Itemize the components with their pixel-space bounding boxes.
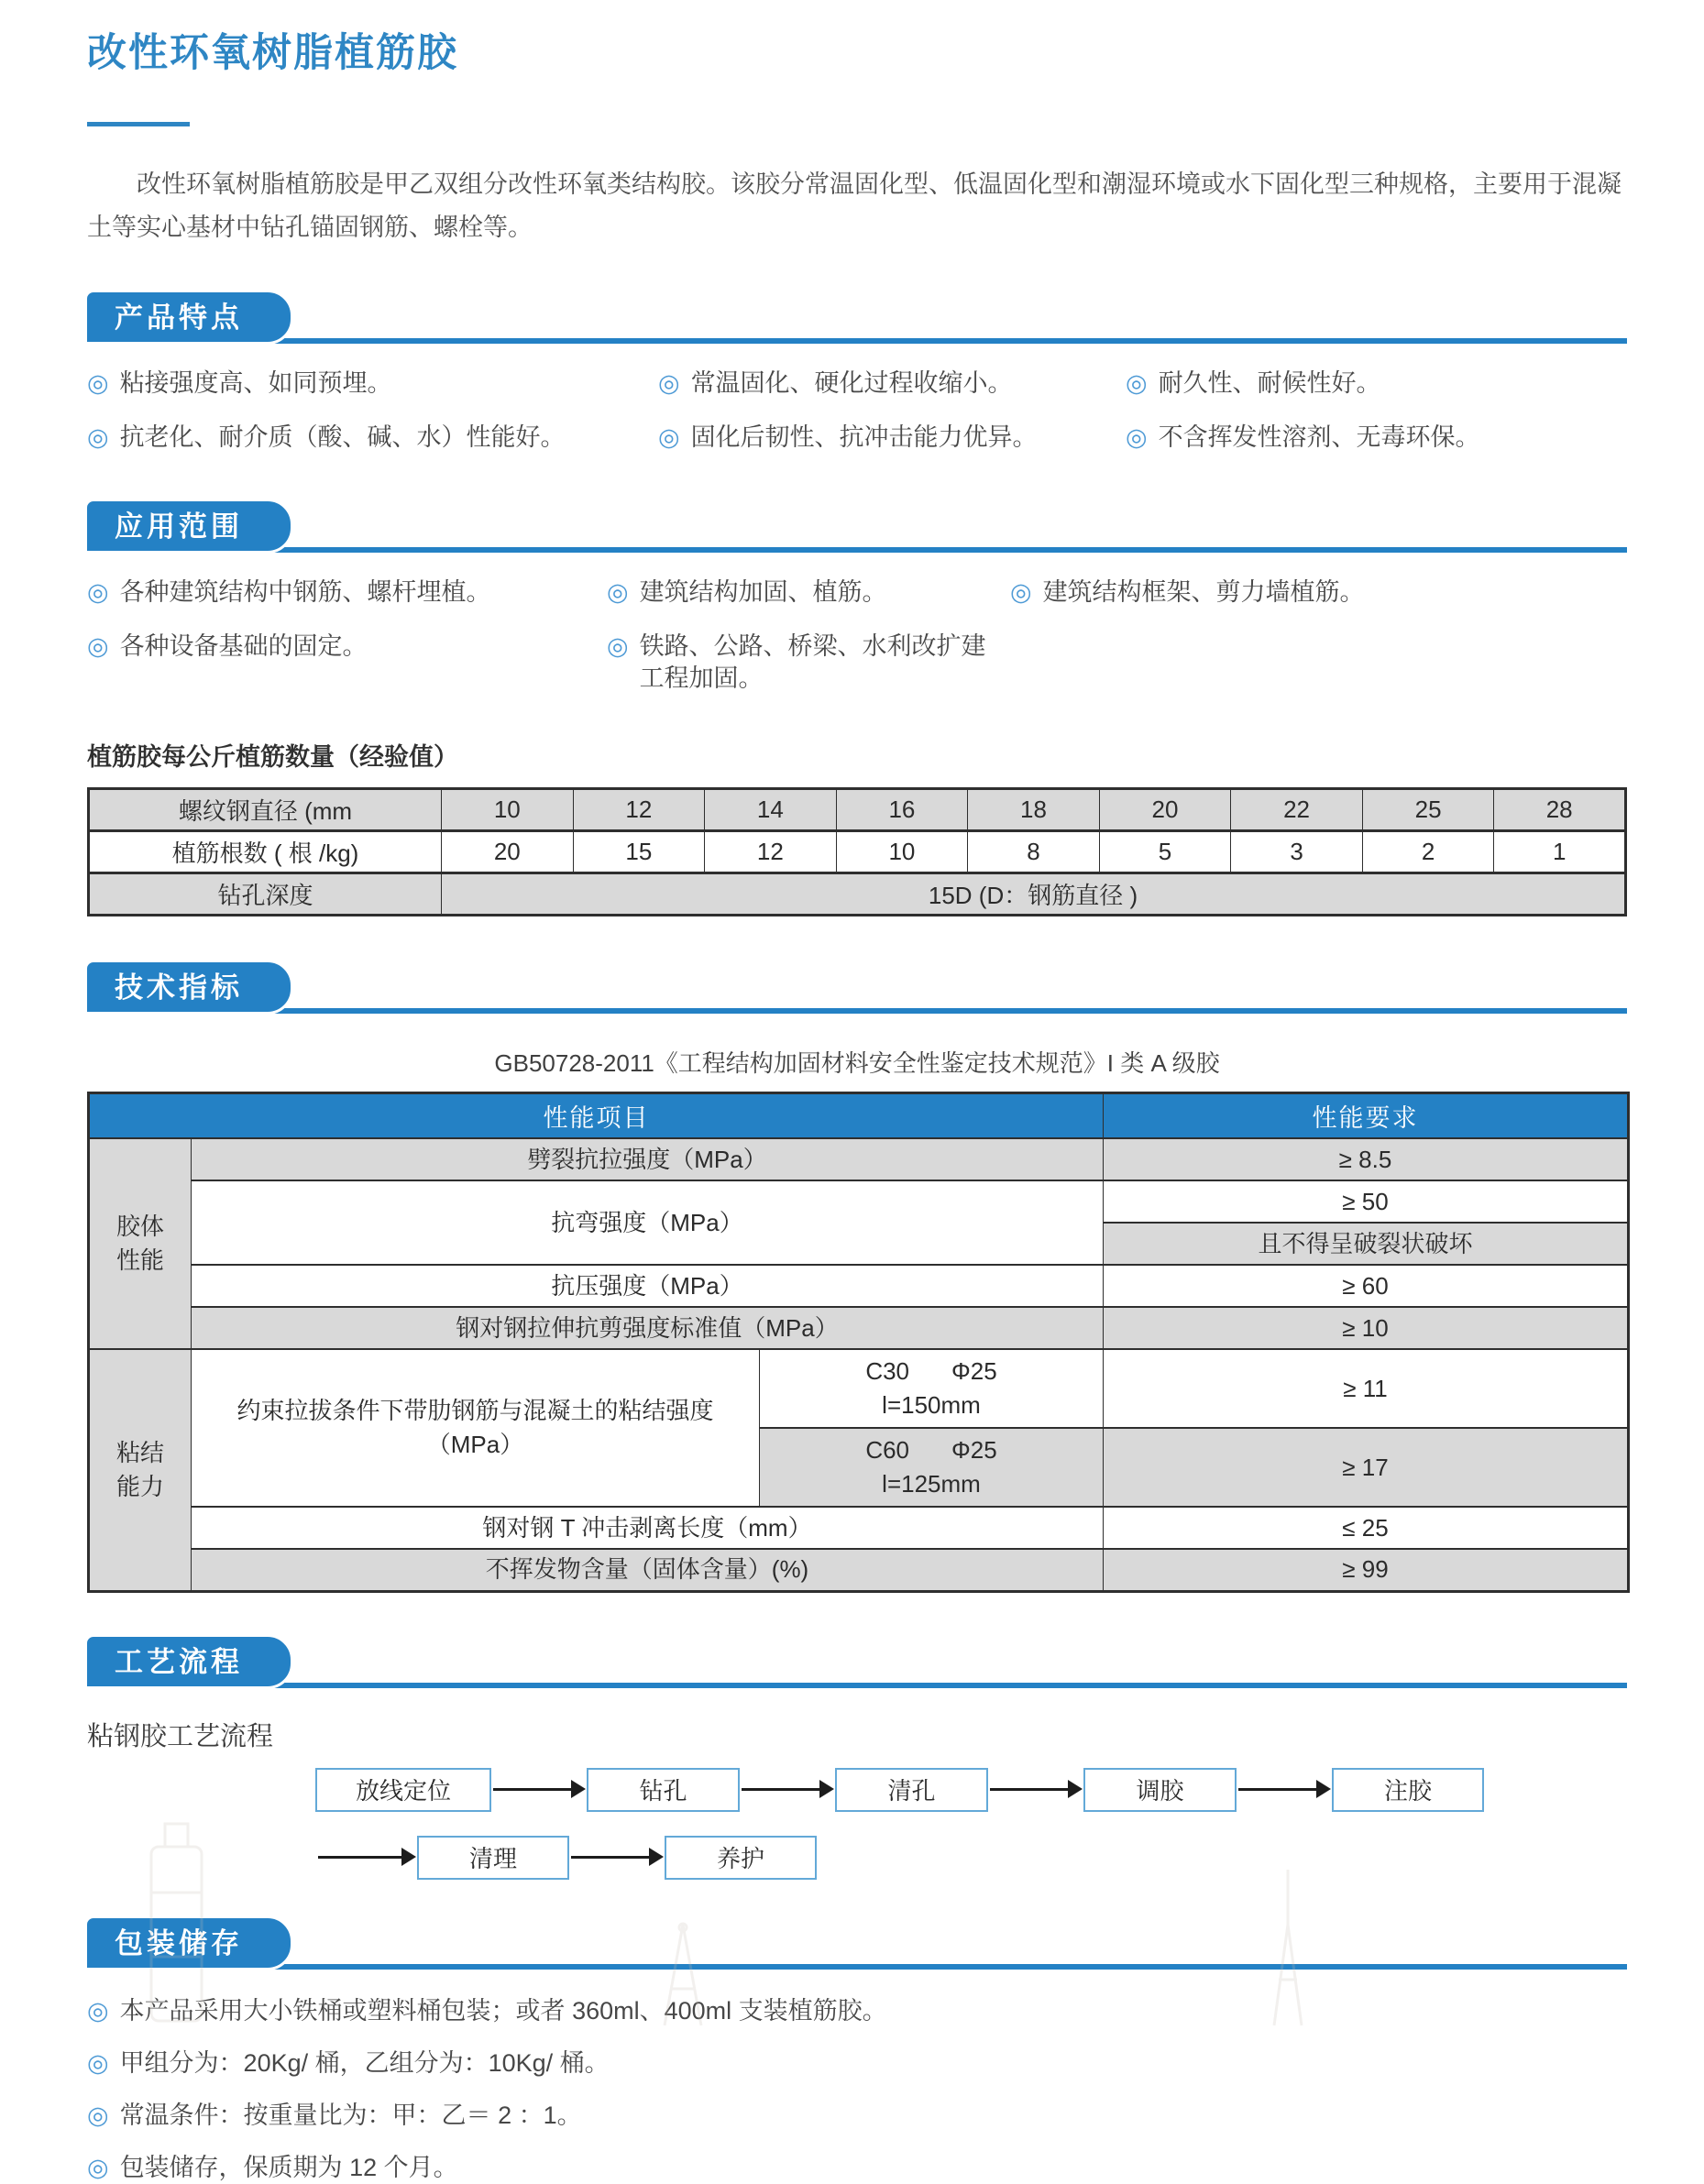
section-heading-tech: 技术指标 [84,960,293,1015]
table-cell: 8 [968,830,1100,873]
column-header-requirement: 性能要求 [1104,1092,1629,1138]
application-text: 各种设备基础的固定。 [119,631,368,660]
table-cell: 钢对钢拉伸抗剪强度标准值（MPa） [192,1307,1104,1349]
flow-arrow-icon [1238,1788,1317,1791]
table-row [89,1138,1629,1180]
list-item [87,422,658,454]
feature-text: 不含挥发性溶剂、无毒环保。 [1158,423,1480,451]
section-heading-applications: 应用范围 [84,499,293,554]
double-circle-bullet-icon: ◎ [607,631,629,660]
list-item [607,631,1010,695]
table-row [89,788,1626,830]
table-cell: 12 [705,830,837,873]
double-circle-bullet-icon: ◎ [87,631,109,660]
section-banner-applications [87,503,1627,553]
list-item [87,2047,1627,2080]
table-cell: ≥ 11 [1104,1349,1629,1428]
table-cell: 且不得呈破裂状破坏 [1104,1223,1629,1265]
flow-arrow-icon [742,1788,820,1791]
application-text: 建筑结构框架、剪力墙植筋。 [1042,577,1365,606]
table-cell: ≥ 50 [1104,1180,1629,1223]
table-cell: 25 [1362,788,1494,830]
feature-text: 抗老化、耐介质（酸、碱、水）性能好。 [119,423,566,451]
row-header-depth: 钻孔深度 [89,873,442,915]
document-page [87,0,1627,2184]
bar-diameter: Φ25 [951,1356,997,1385]
flow-step: 注胶 [1332,1768,1484,1812]
list-item [87,576,607,609]
section-banner-packaging [87,1920,1627,1970]
concrete-grade: C60 [865,1435,910,1464]
flow-step: 养护 [665,1836,817,1880]
double-circle-bullet-icon: ◎ [607,577,629,606]
double-circle-bullet-icon: ◎ [658,368,680,397]
feature-text: 常温固化、硬化过程收缩小。 [690,368,1013,397]
table-cell: 20 [1099,788,1231,830]
list-item [658,422,1126,454]
flow-step: 清理 [417,1836,569,1880]
feature-text: 粘接强度高、如同预埋。 [119,368,392,397]
double-circle-bullet-icon: ◎ [87,368,109,397]
table-cell: 抗压强度（MPa） [192,1265,1104,1307]
list-item [1126,422,1627,454]
group-label-bonding-capacity: 粘结能力 [89,1349,192,1591]
double-circle-bullet-icon: ◎ [87,2154,109,2182]
double-circle-bullet-icon: ◎ [87,1996,109,2025]
table-row [89,1549,1629,1591]
table-cell: 15 [573,830,705,873]
packaging-text: 甲组分为：20Kg/ 桶，乙组分为：10Kg/ 桶。 [119,2049,610,2078]
double-circle-bullet-icon: ◎ [87,423,109,451]
table-cell: 20 [442,830,574,873]
double-circle-bullet-icon: ◎ [1126,368,1148,397]
table-cell: 1 [1494,830,1626,873]
title-underline [87,122,190,126]
table-cell: 钢对钢 T 冲击剥离长度（mm） [192,1507,1104,1549]
table-row [89,1265,1629,1307]
flow-step: 钻孔 [587,1768,740,1812]
packaging-text: 本产品采用大小铁桶或塑料桶包装；或者 360ml、400ml 支装植筋胶。 [119,1996,887,2025]
tech-standard-caption: GB50728-2011《工程结构加固材料安全性鉴定技术规范》I 类 A 级胶 [494,1048,1220,1077]
table-cell: 劈裂抗拉强度（MPa） [192,1138,1104,1180]
flow-arrow-icon [571,1856,650,1859]
double-circle-bullet-icon: ◎ [87,2102,109,2130]
list-item [87,631,607,695]
table-row [89,1349,1629,1428]
applications-list [87,576,1627,695]
table-row [89,1307,1629,1349]
features-list [87,368,1627,454]
table-cell: ≥ 8.5 [1104,1138,1629,1180]
packaging-list [87,1995,1627,2184]
feature-text: 耐久性、耐候性好。 [1158,368,1381,397]
tech-spec-table [87,1092,1630,1593]
section-banner-tech [87,964,1627,1014]
dosage-table [87,787,1627,916]
table-cell-depth-value: 15D (D：钢筋直径 ) [442,873,1626,915]
section-banner-features [87,294,1627,344]
bond-strength-unit: （MPa） [426,1431,524,1459]
double-circle-bullet-icon: ◎ [87,2049,109,2078]
packaging-text: 常温条件：按重量比为：甲：乙＝ 2 ：1。 [119,2102,582,2130]
table-cell: 10 [442,788,574,830]
flow-arrow-icon [493,1788,572,1791]
condition-cell [760,1428,1104,1507]
flow-row-2 [316,1836,1627,1880]
flow-step: 放线定位 [315,1768,491,1812]
table-cell: 22 [1231,788,1363,830]
double-circle-bullet-icon: ◎ [87,577,109,606]
feature-text: 固化后韧性、抗冲击能力优异。 [690,423,1038,451]
table-row [89,830,1626,873]
table-row [89,873,1626,915]
application-text: 各种建筑结构中钢筋、螺杆埋植。 [119,577,491,606]
list-item [607,576,1010,609]
double-circle-bullet-icon: ◎ [658,423,680,451]
table-cell: 12 [573,788,705,830]
flow-arrow-icon [318,1856,402,1859]
bar-diameter: Φ25 [951,1435,997,1464]
table-cell: 2 [1362,830,1494,873]
column-header-item: 性能项目 [89,1092,1104,1138]
row-header-count: 植筋根数 ( 根 /kg) [89,830,442,873]
flow-step: 清孔 [835,1768,988,1812]
group-label-adhesive-properties: 胶体性能 [89,1138,192,1349]
list-item [87,368,658,400]
list-item [1126,368,1627,400]
table-cell [192,1349,760,1507]
table-cell: ≤ 25 [1104,1507,1629,1549]
section-banner-process [87,1639,1627,1688]
flow-arrow-icon [990,1788,1069,1791]
table-cell: 抗弯强度（MPa） [192,1180,1104,1265]
concrete-grade: C30 [865,1356,910,1385]
flow-subtitle: 粘钢胶工艺流程 [87,1721,274,1751]
double-circle-bullet-icon: ◎ [1126,423,1148,451]
table-cell: 3 [1231,830,1363,873]
table-cell: ≥ 99 [1104,1549,1629,1591]
intro-paragraph: 改性环氧树脂植筋胶是甲乙双组分改性环氧类结构胶。该胶分常温固化型、低温固化型和潮湿环境或水下固化型三种规格，主要用于混凝土等实心基材中钻孔锚固钢筋、螺栓等。 [87,170,1622,242]
list-item [87,2152,1627,2184]
table-cell: ≥ 10 [1104,1307,1629,1349]
application-text: 建筑结构加固、植筋。 [639,577,887,606]
list-item [87,1995,1627,2027]
section-heading-process: 工艺流程 [84,1634,293,1689]
table-cell: 28 [1494,788,1626,830]
table-cell: ≥ 17 [1104,1428,1629,1507]
section-heading-features: 产品特点 [84,290,293,345]
flow-step: 调胶 [1083,1768,1237,1812]
packaging-text: 包装储存，保质期为 12 个月。 [119,2154,458,2182]
application-text: 铁路、公路、桥梁、水利改扩建工程加固。 [639,631,986,692]
table-cell: 16 [836,788,968,830]
table-row [89,1180,1629,1223]
list-item [1010,576,1627,609]
row-header-diameter: 螺纹钢直径 (mm [89,788,442,830]
flow-row-1 [315,1768,1627,1812]
list-item [658,368,1126,400]
table-cell: 10 [836,830,968,873]
table-cell: 14 [705,788,837,830]
page-title: 改性环氧树脂植筋胶 [87,31,458,75]
section-heading-packaging: 包装储存 [84,1915,293,1970]
table-row [89,1507,1629,1549]
embed-length: l=150mm [882,1391,981,1420]
table-header-row [89,1092,1629,1138]
bond-strength-item: 约束拉拔条件下带肋钢筋与混凝土的粘结强度 [236,1396,714,1424]
table-cell: 18 [968,788,1100,830]
list-item [87,2100,1627,2132]
table-cell: 5 [1099,830,1231,873]
dosage-table-caption: 植筋胶每公斤植筋数量（经验值） [87,742,458,771]
condition-cell [760,1349,1104,1428]
double-circle-bullet-icon: ◎ [1010,577,1032,606]
embed-length: l=125mm [882,1470,981,1498]
table-cell: 不挥发物含量（固体含量）(%) [192,1549,1104,1591]
table-cell: ≥ 60 [1104,1265,1629,1307]
